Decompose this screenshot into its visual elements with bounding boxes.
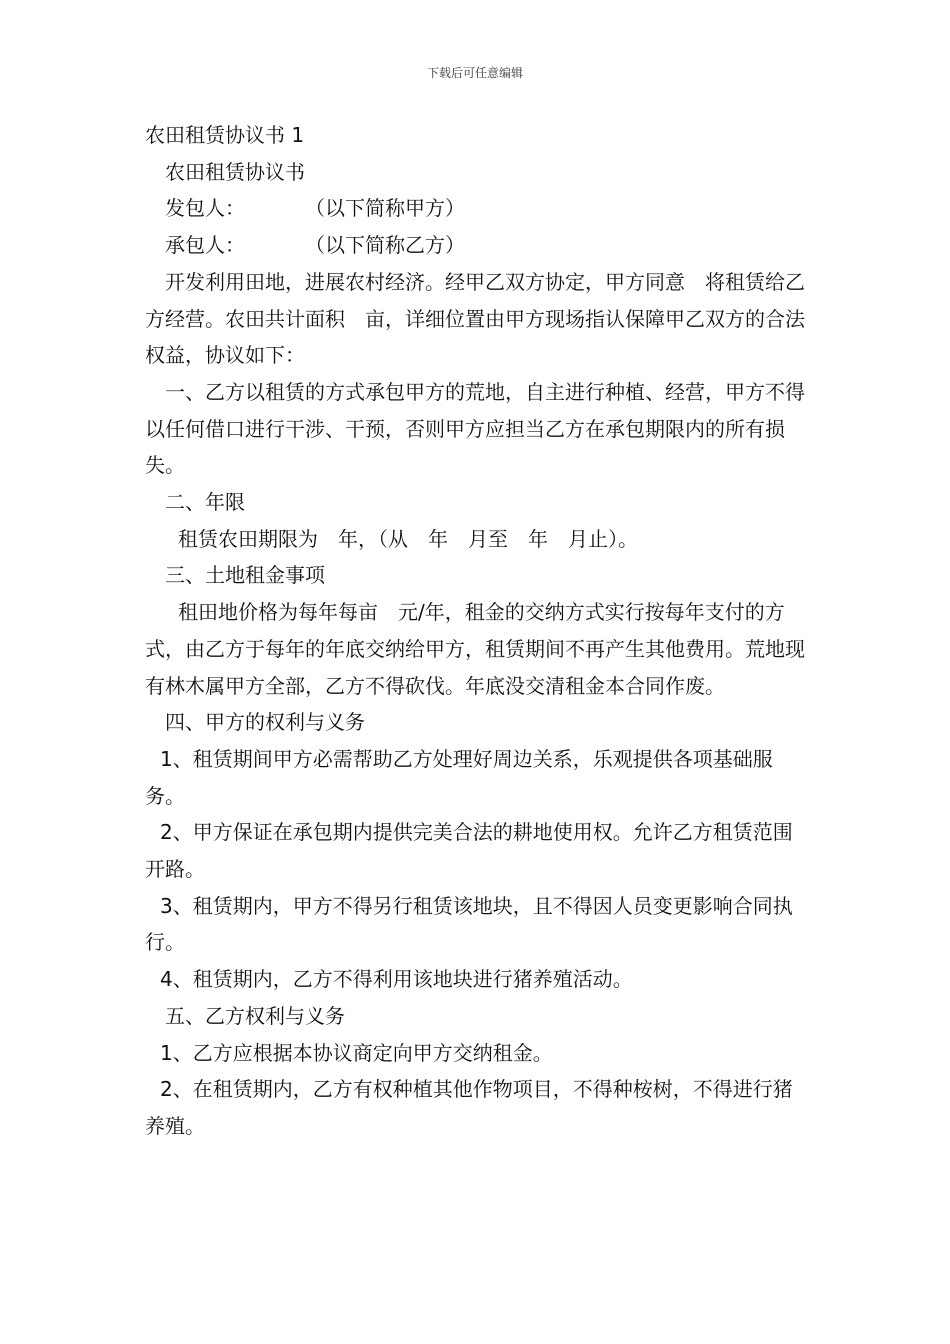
document-heading: 农田租赁协议书 1 [145, 123, 305, 147]
clause-1-paragraph: 一、乙方以租赁的方式承包甲方的荒地，自主进行种植、经营，甲方不得以任何借口进行干涉、干预，否则甲方应担当乙方在承包期限内的所有损失。 [145, 379, 805, 478]
section-4-item: 3、租赁期内，甲方不得另行租赁该地块，且不得因人员变更影响合同执行。 [145, 893, 793, 955]
section-5-item: 2、在租赁期内，乙方有权种植其他作物项目，不得种桉树，不得进行猪养殖。 [145, 1077, 793, 1138]
section-4-title: 四、甲方的权利与义务 [165, 710, 365, 735]
section-3-title: 三、土地租金事项 [165, 563, 325, 588]
section-5-title: 五、乙方权利与义务 [165, 1003, 345, 1028]
document-body [145, 117, 810, 1145]
party-b-line: 承包人： （以下简称乙方） [165, 233, 465, 258]
document-subtitle: 农田租赁协议书 [165, 159, 305, 184]
section-5-item: 1、乙方应根据本协议商定向甲方交纳租金。 [160, 1040, 553, 1065]
page-header: 下载后可任意编辑 [426, 66, 523, 80]
party-a-line: 发包人： （以下简称甲方） [165, 196, 465, 221]
section-3-text: 租田地价格为每年每亩 元/年，租金的交纳方式实行按每年支付的方式，由乙方于每年的年底交纳给甲方，租赁期间不再产生其他费用。荒地现有林木属甲方全部，乙方不得砍伐。年底没交清租金本合同作废。 [145, 600, 805, 698]
section-4-item: 4、租赁期内，乙方不得利用该地块进行猪养殖活动。 [160, 967, 633, 992]
intro-paragraph: 开发利用田地，进展农村经济。经甲乙双方协定，甲方同意 将租赁给乙方经营。农田共计面积 亩，详细位置由甲方现场指认保障甲乙双方的合法权益，协议如下： [145, 269, 805, 368]
section-2-title: 二、年限 [165, 490, 245, 515]
section-4-item: 2、甲方保证在承包期内提供完美合法的耕地使用权。允许乙方租赁范围开路。 [145, 820, 793, 882]
section-2-text: 租赁农田期限为 年，（从 年 月至 年 月止）。 [178, 526, 638, 551]
section-4-item: 1、租赁期间甲方必需帮助乙方处理好周边关系，乐观提供各项基础服务。 [145, 746, 773, 808]
